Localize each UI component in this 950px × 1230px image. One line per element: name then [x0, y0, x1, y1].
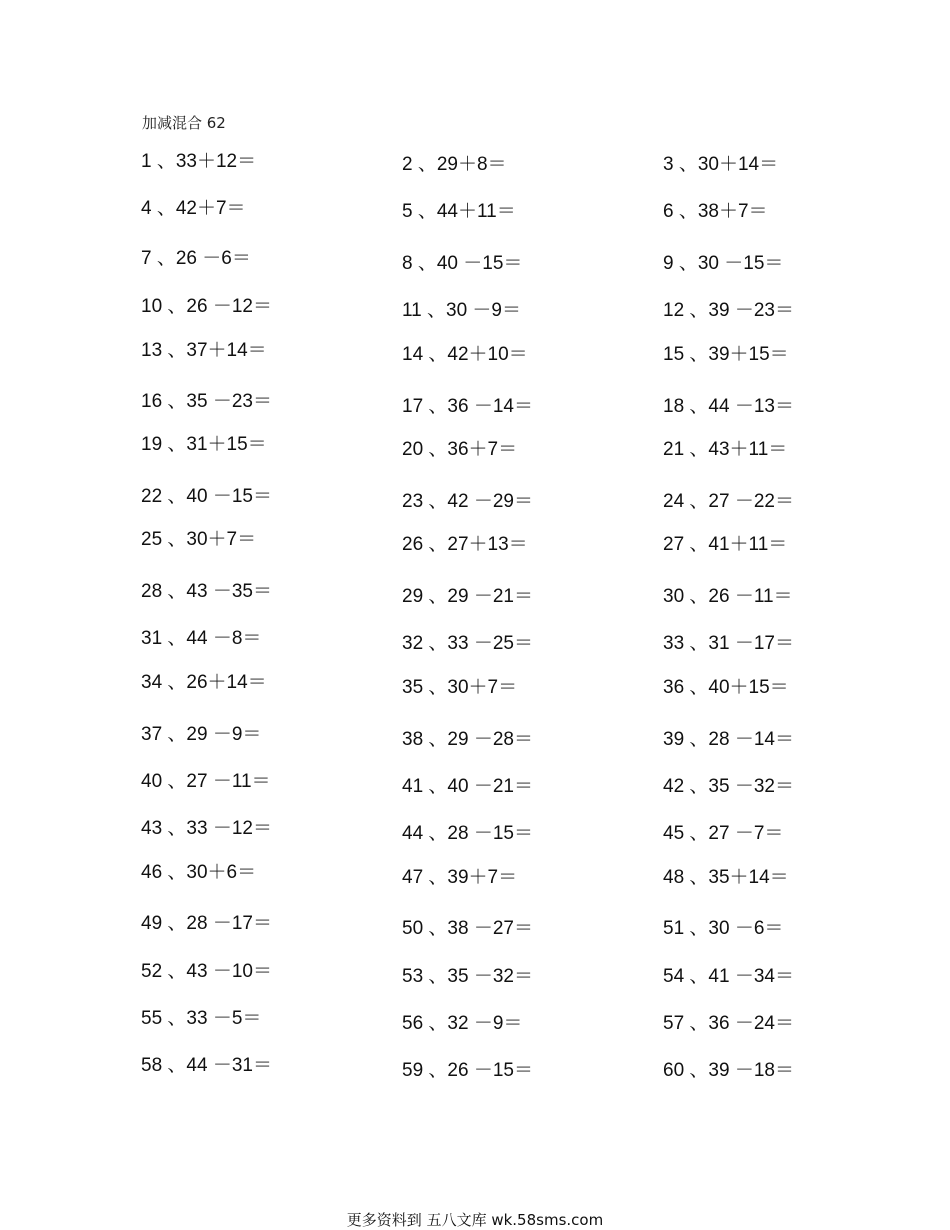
problem-item: 11 、30 －9＝ [402, 300, 521, 321]
problem-item: 5 、44＋11＝ [402, 201, 516, 222]
problem-item: 7 、26 －6＝ [141, 248, 251, 269]
problem-item: 35 、30＋7＝ [402, 677, 518, 698]
problem-item: 52 、43 －10＝ [141, 961, 272, 982]
worksheet-title: 加减混合 62 [142, 114, 226, 132]
problem-item: 18 、44 －13＝ [663, 396, 794, 417]
problem-item: 53 、35 －32＝ [402, 966, 533, 987]
problem-item: 27 、41＋11＝ [663, 534, 788, 555]
problem-item: 25 、30＋7＝ [141, 529, 257, 550]
problem-item: 39 、28 －14＝ [663, 729, 794, 750]
problem-item: 48 、35＋14＝ [663, 867, 789, 888]
problem-item: 33 、31 －17＝ [663, 633, 794, 654]
problem-item: 56 、32 －9＝ [402, 1013, 523, 1034]
problem-item: 58 、44 －31＝ [141, 1055, 272, 1076]
problem-item: 21 、43＋11＝ [663, 439, 788, 460]
problem-item: 28 、43 －35＝ [141, 581, 272, 602]
problem-item: 17 、36 －14＝ [402, 396, 533, 417]
problem-item: 50 、38 －27＝ [402, 918, 533, 939]
problem-item: 54 、41 －34＝ [663, 966, 794, 987]
problem-item: 36 、40＋15＝ [663, 677, 789, 698]
problem-item: 6 、38＋7＝ [663, 201, 768, 222]
problem-item: 20 、36＋7＝ [402, 439, 518, 460]
problem-item: 19 、31＋15＝ [141, 434, 267, 455]
problem-item: 22 、40 －15＝ [141, 486, 272, 507]
problem-item: 45 、27 －7＝ [663, 823, 784, 844]
problem-item: 49 、28 －17＝ [141, 913, 272, 934]
problem-item: 32 、33 －25＝ [402, 633, 533, 654]
problem-item: 1 、33＋12＝ [141, 151, 257, 172]
problem-item: 24 、27 －22＝ [663, 491, 794, 512]
problem-item: 4 、42＋7＝ [141, 198, 246, 219]
problem-item: 12 、39 －23＝ [663, 300, 794, 321]
problem-item: 8 、40 －15＝ [402, 253, 523, 274]
problem-item: 10 、26 －12＝ [141, 296, 272, 317]
problem-item: 29 、29 －21＝ [402, 586, 533, 607]
problem-item: 37 、29 －9＝ [141, 724, 262, 745]
problem-item: 13 、37＋14＝ [141, 340, 267, 361]
problem-item: 38 、29 －28＝ [402, 729, 533, 750]
problem-item: 2 、29＋8＝ [402, 154, 507, 175]
problem-item: 47 、39＋7＝ [402, 867, 518, 888]
problem-item: 30 、26 －11＝ [663, 586, 793, 607]
problem-item: 31 、44 －8＝ [141, 628, 262, 649]
problem-item: 44 、28 －15＝ [402, 823, 533, 844]
problem-item: 59 、26 －15＝ [402, 1060, 533, 1081]
problem-item: 41 、40 －21＝ [402, 776, 533, 797]
problem-item: 3 、30＋14＝ [663, 154, 779, 175]
problem-item: 60 、39 －18＝ [663, 1060, 794, 1081]
problem-item: 15 、39＋15＝ [663, 344, 789, 365]
problem-item: 34 、26＋14＝ [141, 672, 267, 693]
problem-item: 55 、33 －5＝ [141, 1008, 262, 1029]
problem-item: 40 、27 －11＝ [141, 771, 271, 792]
problem-item: 14 、42＋10＝ [402, 344, 528, 365]
problem-item: 16 、35 －23＝ [141, 391, 272, 412]
problem-item: 23 、42 －29＝ [402, 491, 533, 512]
problem-item: 51 、30 －6＝ [663, 918, 784, 939]
footer-watermark: 更多资料到 五八文库 wk.58sms.com [346, 1211, 604, 1229]
problem-item: 43 、33 －12＝ [141, 818, 272, 839]
problem-item: 42 、35 －32＝ [663, 776, 794, 797]
problem-item: 46 、30＋6＝ [141, 862, 257, 883]
problem-item: 9 、30 －15＝ [663, 253, 784, 274]
problem-item: 57 、36 －24＝ [663, 1013, 794, 1034]
problem-item: 26 、27＋13＝ [402, 534, 528, 555]
